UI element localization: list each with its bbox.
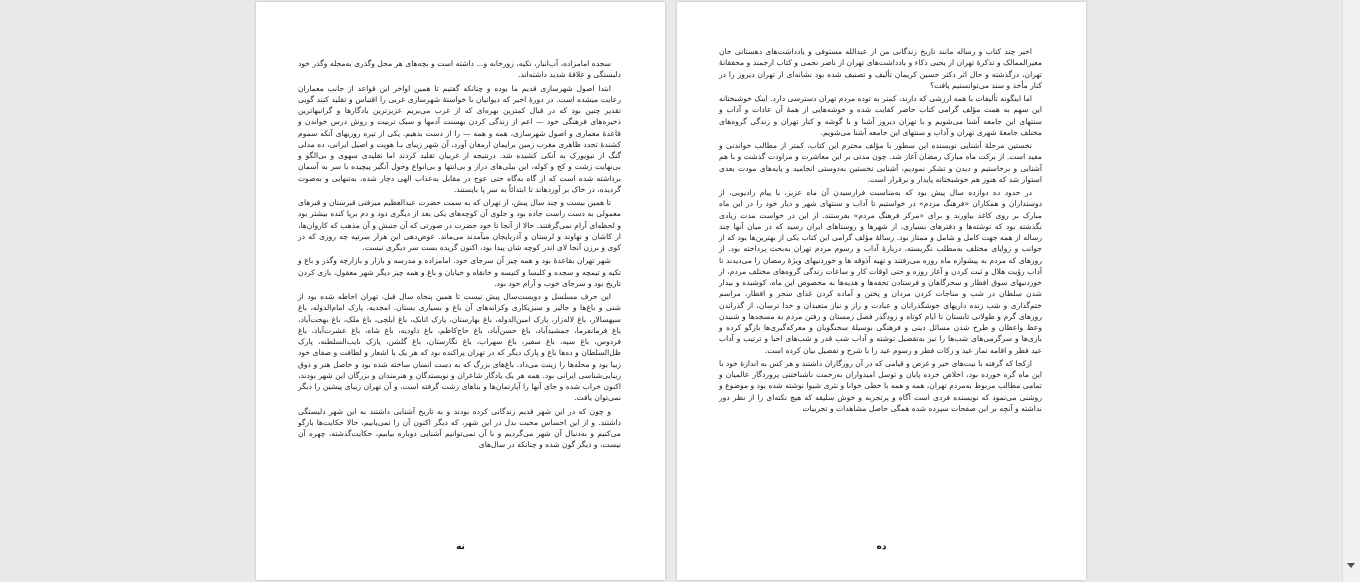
scroll-track[interactable]	[1346, 2, 1357, 550]
paragraph: ابتدا اصول شهرسازی قدیم ما بوده و چنانکه گفتیم تا همین اواخر این قواعد از جانب معماران رعایت میشده است. در دورهٔ اخیر که دیوانیان با خواستهٔ شهرسازی غربی را اقتباس و تقلید کنند گویی تقدیر چنین بود که در قبال کمترین بهره‌ای که از غرب می‌بریم عزیزترین یادگارها و گرانبهاترین ذخیره‌های فرهنگی خود — اعم از زندگی کردن بهسنت آدمها و سبک تربیت و روش درس خواندن و قاعدهٔ معماری و اصول شهرسازی، همه و همه — را از دست بدهیم. یکی از تیره روزیهای آنکه سموم کشندهٔ تجدد ظاهری مغرب زمین برایمان ارمغان آورد، آن شهر زیبای بـا هویت و اصیل ایرانی، ده مدلی گنگ از نیویورک به آنکی کشیده شد. درنتیجه از غربیان تقلید کردند اما تقلیدی سهوی و بی‌الگو و بی‌نهایت زشت و کج و کوله، این بیلی‌های دراز و بی‌انتها و بی‌انواع وحول آنگیز پیچیده با سر به آسمان برداشته شده است که از گاه به‌گاه حتی عوج در مقابل به‌عذاب الهی دچار شده، به‌تنهایی و به‌صوت گردیده، در خاک بر آوردهاند تا ابتدائاً به سر پا بایستند.	[298, 83, 621, 194]
paragraph: نخستین مرحلهٔ آشنایی نویسنده این سطور با مؤلف محترم این کتاب، کمتر از مطالب خواندنی و مفید است. از برکت ماه مبارک رمضان آغاز شد. چون مدتی بر این معاشرت و مراودت گذشت و با هم آشنایی و برخاستیم و دیدن و تشکر نمودیم، آشنایی نخستین به‌دوستی انجامید و پایه‌های مودت بعدی استوار شد که هنوز هم خوشبختانه پایدار و برقرار است.	[719, 141, 1042, 184]
vertical-scrollbar[interactable]	[1342, 0, 1360, 582]
paragraph: شهر تهران بقاعدهٔ بود و همه چیز آن سرجای خود. امامزاده و مدرسه و بازار و بازارچه وگذر و باغ و تکیه و تیمچه و سجده و کلیسا و کنیسه و خانقاه و خیابان و باغ و همه چیز دیگر شهر معقول، بازی کردن تاریخ بود و سرجای خوب و آرام خود بود.	[298, 256, 621, 288]
page-text-right	[719, 46, 1042, 414]
page-number: ده	[876, 542, 887, 552]
paragraph: در حدود ده دوازده سال پیش بود که به‌مناسبت فرارسیدن آن ماه عزیز، با پیام رادیویی، از دوستداران و همکاران «فرهنگ مردم» در خواستیم تا آداب و سنتهای شهر و دیار خود را در این ماه مبارک بر روی کاغذ بیاورند و برای «مرکز فرهنگ مردم» بفرستند. از این در خواست مدت زیادی نگذشته بود که نوشته‌ها و دفترهای بسیاری، از شهرها و روستاهای ایران رسید که در میان آنها چند رساله از همه جهت کامل و شامل و ممتاز بود. رسالهٔ مؤلف گرامی این کتاب یکی از بهترین‌ها بود که از جوانب و زوایای مختلف به‌مطلب نگریسته، دربارهٔ آداب و رسوم مردم تهران به‌بحث پرداخته بود. از روزهای که مردم به پیشوازه ماه روزه می‌رفتند و تهیه آذوقه ها و خوردنیهای ویژهٔ رمضان را می‌دیدند تا آداب رؤیت هلال و ثبت کردن و آغاز روزه و حتی اوقات کار و ساعات زندگی گروه‌های مختلف مردم، از خوردنیهای سوق افطار و سحرگاهان و فرستادن تحفه‌ها و هدیه‌ها به مخصوص این ماه، کوشیده و بیدار شدن سلطان در شب و مناجات کردن مردان و پختن و آماده کردن غذای سحر و افطار، مراسم ختم‌گذاری و شب زنده داریهای خوشگذرانان و عبادت و راز و نیاز متعبدان و خدا ترسان، از گذراندن روزهای گرم و طولانی تابستان تا ایام کوتاه و زودگذر فصل زمستان و رفتن مردم به مسجدها و شنیدن وعظ واعظان و طرح شدن مسائل دینی و فرهنگی بوسیلهٔ سخنگویان و معرکه‌گیری‌ها بازگو کرده و بازی‌ها و سرگرمی‌های شب‌ها را نیز به‌تفصیل نوشته و آداب شب قدر و شب‌های احیا و ترتیب و آداب عید فطر و اقامه نماز عید و زکات فطر و رسوم عید را با شرح و تفصیل بیان کرده است.	[719, 188, 1042, 355]
paragraph: و چون که در این شهر قدیم زندگانی کرده بودند و به تاریخ آشنایی داشتند به این شهر دلبستگی داشتند. و از این احساس محبت بدل در این شهر، که دیگر اکنون آن را نمی‌یابیم، حالا حکایت‌ها بازگو می‌کنیم و به‌دنبال آن شهر می‌گردیم و با آن نمی‌توانیم آشنایی دوباره بیابیم، حکایت‌گذشته، چهره آن نیست، و دیگر گون شده و چنانکه در سال‌های	[298, 406, 621, 450]
book-page-left	[256, 2, 665, 580]
paragraph: اخیر چند کتاب و رساله مانند تاریخ زندگانی من از عبدالله مستوفی و یادداشت‌های دهستانی خان معیرالممالک و تذکرهٔ تهران از یحیی ذکاء و یادداشت‌های تهران از ناصر نجمی و کتاب ارجمند و محققانهٔ تهران، درگذشته و حال اثر دکتر حسین کریمان تألیف و تصنیف شده بود نشانه‌ای از تهران دیروز را در کنار مأخذ و سند می‌توانستیم یافت؟	[719, 47, 1042, 90]
scroll-down-arrow-icon[interactable]	[1347, 563, 1355, 568]
paragraph: این حرف مسلسل و دویست‌سال پیش نیست تا همین پنجاه سال قبل، تهران احاطه شده بود از شنی و باغ‌ها و جالیز و سبزیکاری وکرانه‌های آن باغ و بسیاری بستان. امجدیه، پارک امام‌الدوله، باغ سپهسالار، باغ لاله‌زار، پارک امین‌الدوله، باغ بهارستان، پارک اتابک، باغ ایلچی، باغ ملک، باغ بهجت‌آباد، باغ فرمانفرما، جمشیدآباد، باغ حسن‌آباد، باغ حاج‌کاظم، باغ داودیه، باغ شاه، باغ عشرت‌آباد، باغ فردوس، باغ سپه، باغ سفیر، باغ سهراب، باغ نگارستان، باغ گلشن، پارک نایب‌السلطنه، پارک ظل‌السلطان و ده‌ها باغ و پارک دیگر که در تهران پراکنده بود که هر یک با اشعار و لطافت و صفای خود زیبا بود و محله‌ها را زینت می‌داد. باغ‌های بزرگ که به دست انسان ساخته شده بود و حاصل هنر و ذوق زیبایی‌شناسی ایرانی بود. همه هر یک یادگار شاعران و نویسندگان و هنرمندان و بزرگان این شهر بودند، اکنون خراب شده و جای آنها را آپارتمان‌ها و بناهای زشت گرفته است، و آن تهران زیبای پیشین را دیگر نمی‌توان یافت.	[298, 292, 621, 403]
book-page-right	[677, 2, 1086, 580]
paragraph: ازکجا که گرفته با نیت‌های خیر و غرض و قیامی که در آن روزگاران داشتند و هر کس به اندازهٔ خود با این ماه گره خورده بود، اخلاص خرده پایان و توسل امیدواران به‌رحمت ناشناختنی پروردگار عالمیان و تمامی مطالب مربوط به‌مردم تهران، همه و همه با خطی خوانا و نثری شیوا نوشته شده بود و موضوع و روشنی می‌نمود که نویسنده فردی است آگاه و پرتجربه و خوش سلیقه که هیچ نکته‌ای را از نظر دور نداشته و آنچه بر این صفحات سپرده شده همگی حاصل مشاهدات و تجربیات	[719, 358, 1042, 413]
paragraph: تا همین بیست و چند سال پیش، از تهران که به سمت حضرت عبدالعظیم میرفتی قبرستان و قبرهای معمولی به دست راست جاده بود و جلوی آن کوچه‌های یکی بعد از دیگری دود و دم برپا کنده بیشتر بود و لحظه‌ای آرام نمی‌گرفتند. حالا از آنجا تا خود حضرت در صورتی که آن جنبش و آن مذهب که کاروان‌ها، از کاشان و نهاوند و لرستان و آذربایجان میآمدند می‌ماند. عوض‌دهی این هزار سرتپه چه روزی که در کوی و برزن آنجا لای اندر کوچه شان پیدا بود، اکنون گزیده بست سر دیگری نیست.	[298, 198, 621, 252]
page-number: نه	[456, 542, 465, 552]
page-text-left	[298, 58, 621, 451]
paragraph: اما اینگونه تألیفات با همه ارزشی که دارند، کمتر به توده مردم تهران دسترسی دارد. اینک خوشبختانه این سهم به همت مؤلف گرامی کتاب حاضر کفایت شده و خوشه‌هایی از همهٔ آن عادات و آداب و سنتهای این جامعه آشنا می‌شویم و با تهران دیروز آشنا و با گوشه و کنار تهران و زندگی گروه‌های مختلف جامعهٔ شهری تهران و آداب و سنتهای این جامعه آشنا می‌شویم.	[719, 94, 1042, 137]
paragraph: سجده امامزاده، آب‌انبار، تکیه، زورخانه و... داشته است و بچه‌های هر محل وگذری به‌محله وگذر خود دلبستگی و علاقهٔ شدید داشته‌اند.	[298, 59, 621, 80]
